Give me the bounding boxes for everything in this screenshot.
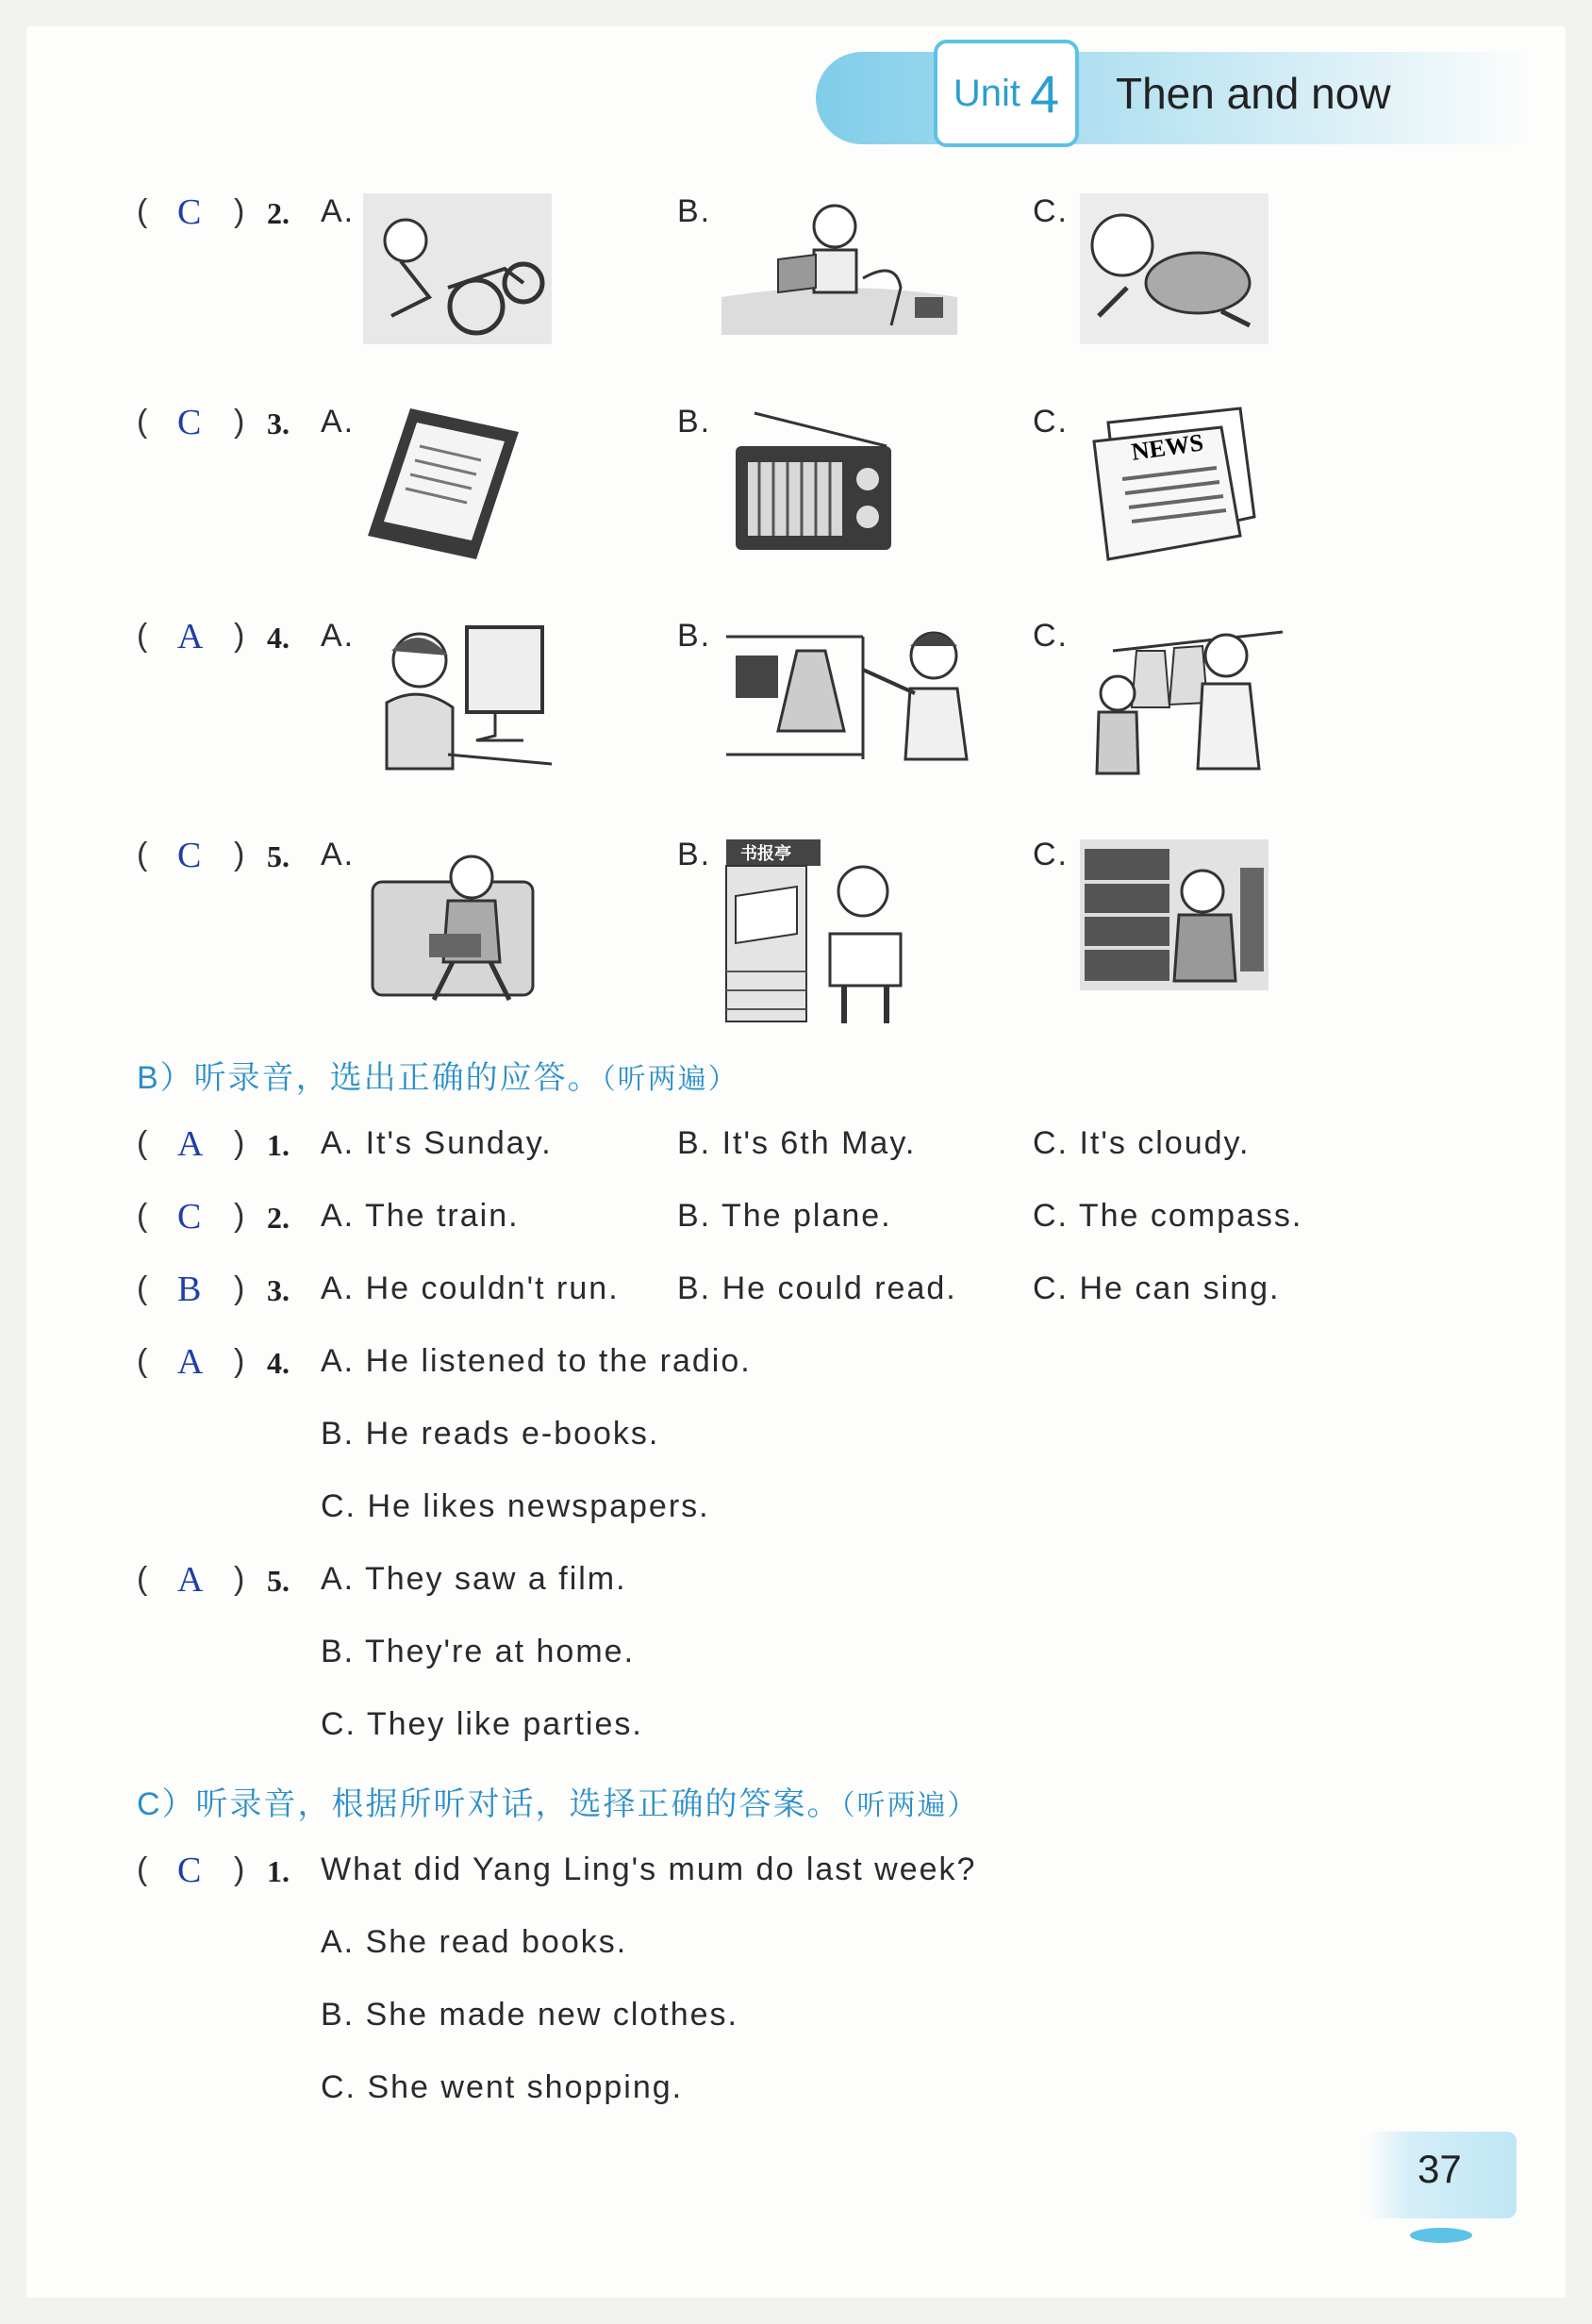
answer-bracket: ( [137,1561,148,1597]
question-number: 3. [267,407,290,440]
radio-icon [731,404,896,555]
section-c-note: （听两遍） [840,1790,978,1821]
answer-letter: A [177,1342,204,1382]
answer-bracket: ( [137,1343,148,1379]
question-number: 2. [267,196,290,230]
answer-bracket: ( [137,1851,148,1887]
option-letter: A. [321,404,356,440]
question-number: 5. [267,839,290,873]
answer-bracket: ) [234,1343,245,1379]
answer-bracket: ( [137,837,148,872]
option-a: A. They saw a film. [321,1561,627,1597]
question-number: 1. [267,1128,290,1162]
option-letter: C. [1033,618,1069,654]
answer-bracket: ( [137,404,148,440]
answer-bracket: ( [137,193,148,229]
child-falling-off-bike-icon [363,193,552,344]
option-c: C. He likes newspapers. [321,1488,710,1524]
mother-daughter-clothes-rack-icon [1080,618,1283,783]
option-b: B. She made new clothes. [321,1997,739,2033]
question-number: 5. [267,1564,290,1598]
answer-bracket: ) [234,404,245,440]
answer-letter: C [177,192,202,232]
answer-letter: A [177,617,204,656]
section-b-heading [137,1052,738,1098]
baby-crawling-icon [1080,193,1269,344]
boy-reading-book-icon [721,193,957,335]
option-c: C. He can sing. [1033,1270,1281,1306]
option-letter: B. [677,193,712,229]
man-in-library-icon [1080,839,1269,990]
answer-letter: A [177,1124,204,1164]
answer-bracket: ) [234,193,245,229]
section-b-title: B）听录音，选出正确的应答。 [137,1060,602,1096]
option-letter: C. [1033,193,1069,229]
question-prompt: What did Yang Ling's mum do last week? [321,1851,977,1887]
unit-number: 4 [1029,63,1060,124]
unit-badge [934,40,1079,147]
section-c-title: C）听录音，根据所听对话，选择正确的答案。 [137,1786,841,1822]
answer-bracket: ( [137,618,148,654]
answer-bracket: ( [137,1270,148,1306]
e-reader-icon [363,404,523,564]
option-letter: B. [677,618,712,654]
answer-bracket: ) [234,618,245,654]
newspaper-caption: NEWS [1129,428,1205,466]
question-number: 4. [267,621,290,655]
option-letter: B. [677,837,712,872]
answer-bracket: ( [137,1125,148,1161]
girl-pointing-at-clothes-icon [721,618,995,769]
option-a: A. It's Sunday. [321,1125,553,1161]
answer-letter: A [177,1560,204,1600]
option-c: C. They like parties. [321,1706,643,1742]
section-b-note: （听两遍） [601,1064,738,1095]
section-c-heading [137,1778,978,1824]
option-c: C. She went shopping. [321,2069,684,2105]
question-number: 1. [267,1854,290,1888]
question-number: 3. [267,1273,290,1307]
page-number: 37 [1418,2147,1462,2191]
answer-letter: B [177,1270,202,1309]
option-letter: A. [321,193,356,229]
answer-bracket: ) [234,1561,245,1597]
answer-letter: C [177,1851,202,1890]
option-letter: C. [1033,837,1069,872]
option-a: A. The train. [321,1198,520,1234]
option-a: A. He couldn't run. [321,1270,620,1306]
grandpa-laptop-sofa-icon [368,839,538,1004]
option-c: C. The compass. [1033,1198,1303,1234]
newsstand-sign: 书报亭 [740,844,791,864]
option-letter: C. [1033,404,1069,440]
question-number: 4. [267,1346,290,1380]
answer-letter: C [177,403,202,442]
unit-word: Unit [953,72,1020,114]
option-b: B. He could read. [677,1270,957,1306]
page-number-decoration [1410,2228,1472,2243]
option-b: B. He reads e-books. [321,1416,660,1452]
worksheet-page [26,26,1566,2298]
answer-letter: C [177,836,202,875]
answer-bracket: ) [234,837,245,872]
question-number: 2. [267,1201,290,1235]
option-b: B. The plane. [677,1198,892,1234]
unit-title: Then and now [1116,69,1391,118]
answer-bracket: ) [234,1198,245,1234]
answer-bracket: ) [234,1851,245,1887]
option-letter: B. [677,404,712,440]
newspaper-icon [1080,404,1259,564]
answer-bracket: ) [234,1125,245,1161]
option-a: A. She read books. [321,1924,628,1960]
man-at-newsstand-icon [721,839,920,1023]
option-a: A. He listened to the radio. [321,1343,752,1379]
option-b: B. They're at home. [321,1634,636,1669]
woman-shopping-online-icon [363,618,552,773]
answer-bracket: ( [137,1198,148,1234]
option-b: B. It's 6th May. [677,1125,917,1161]
option-letter: A. [321,618,356,654]
option-letter: A. [321,837,356,872]
answer-letter: C [177,1197,202,1237]
option-c: C. It's cloudy. [1033,1125,1251,1161]
answer-bracket: ) [234,1270,245,1306]
